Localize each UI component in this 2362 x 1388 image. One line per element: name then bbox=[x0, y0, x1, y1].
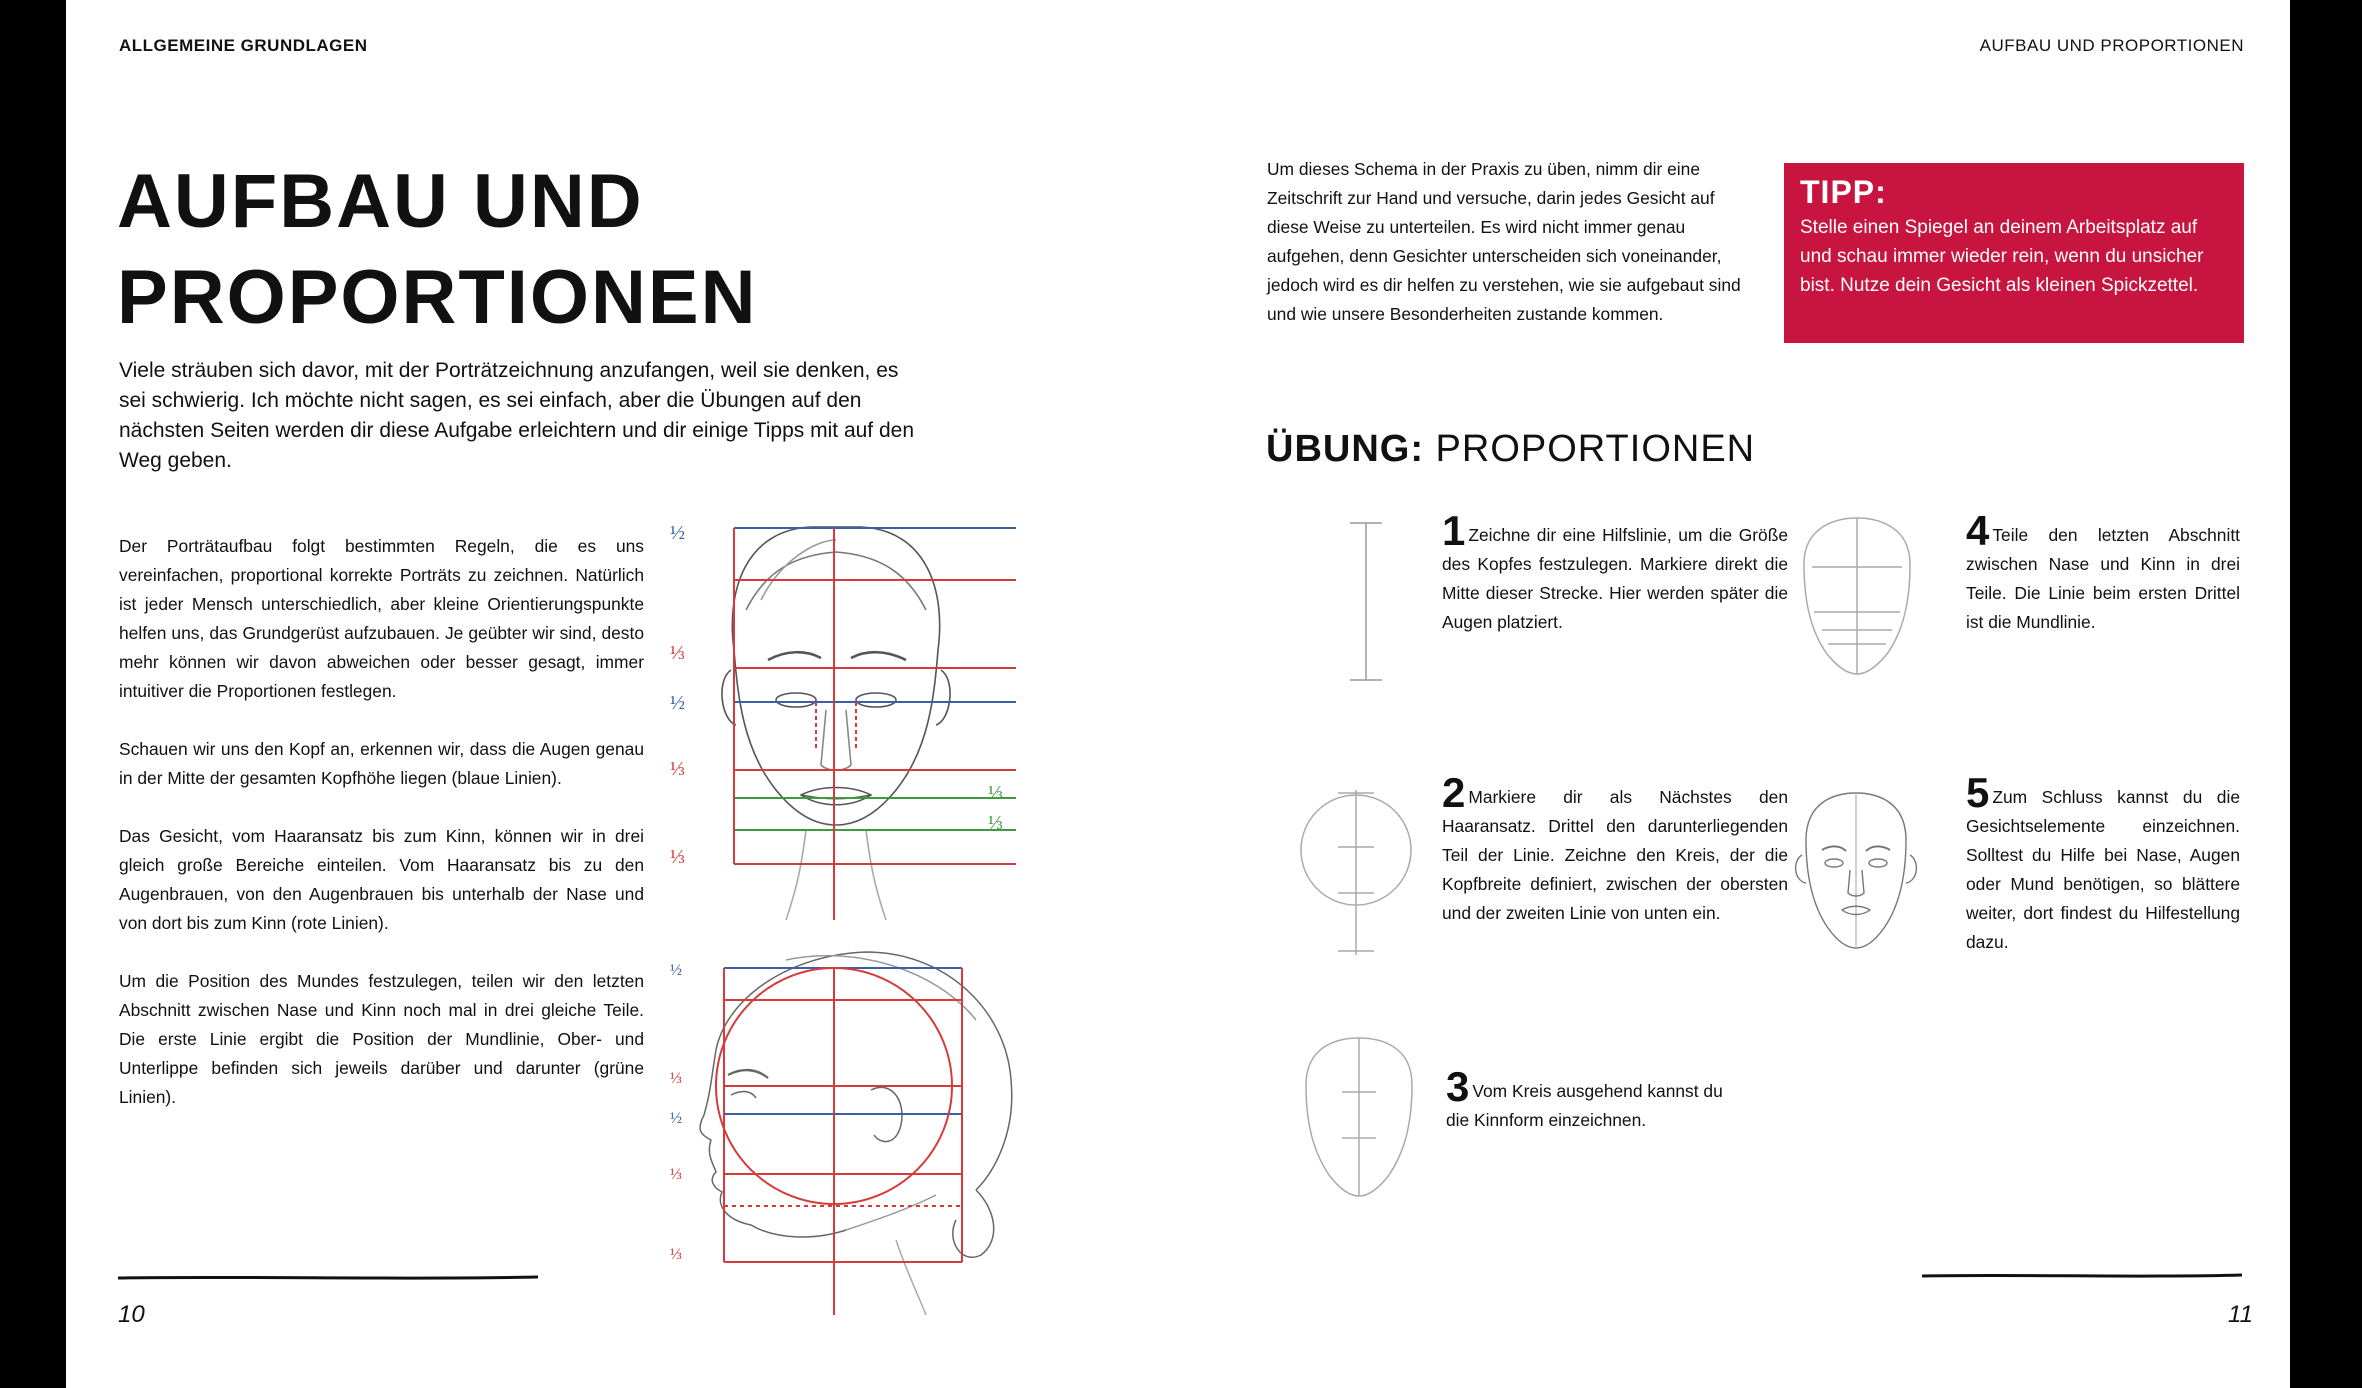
body-paragraph: Das Gesicht, vom Haaransatz bis zum Kinn, können wir in drei gleich große Bereiche einteilen. Vom Haaransatz bis zu den Augenbrauen, von den Augenbrauen bis unterhalb der Nase und von dort bis zum Kinn (rote Linien). bbox=[119, 826, 644, 933]
third-label: ⅓ bbox=[670, 846, 685, 868]
third-label: ⅓ bbox=[670, 1246, 682, 1263]
tip-text: Stelle einen Spiegel an deinem Arbeitsplatz auf und schau immer wieder rein, wenn du unsicher bist. Nutze dein Gesicht als kleinen Spickzettel. bbox=[1800, 217, 2204, 296]
step-number: 3 bbox=[1446, 1063, 1470, 1110]
exercise-title-rest: PROPORTIONEN bbox=[1423, 428, 1756, 470]
step-3 bbox=[1446, 1063, 1746, 1135]
book-spread bbox=[66, 0, 2290, 1388]
half-label: ½ bbox=[670, 962, 682, 979]
footer-rule-left bbox=[118, 1274, 538, 1282]
half-label: ½ bbox=[670, 692, 685, 714]
step-3-sketch bbox=[1294, 1030, 1424, 1205]
body-text bbox=[119, 532, 644, 1141]
tip-box bbox=[1784, 163, 2244, 343]
third-label: ⅓ bbox=[988, 812, 1003, 834]
step-text: Markiere dir als Nächstes den Haaransatz. Drittel den darunterliegenden Teil der Linie. Zeichne den Kreis, der die Kopfbreite definiert, zwischen der obersten und der zweiten Linie von unten ein. bbox=[1442, 787, 1788, 923]
head-sketch bbox=[722, 527, 950, 920]
step-5-sketch bbox=[1786, 785, 1926, 960]
step-text: Zeichne dir eine Hilfslinie, um die Größe des Kopfes festzulegen. Markiere direkt die Mitte dieser Strecke. Hier werden später die Augen platziert. bbox=[1442, 525, 1788, 632]
profile-proportion-lines bbox=[716, 968, 962, 1315]
intro-paragraph: Viele sträuben sich davor, mit der Porträtzeichnung anzufangen, weil sie denken, es sei schwierig. Ich möchte nicht sagen, es sei einfach, aber die Übungen auf den nächsten Seiten werden dir diese Aufgabe erleichtern und dir einige Tipps mit auf den Weg geben. bbox=[119, 359, 915, 472]
footer-rule-right bbox=[1922, 1272, 2242, 1280]
body-paragraph: Um die Position des Mundes festzulegen, teilen wir den letzten Abschnitt zwischen Nase und Kinn noch mal in drei gleiche Teile. Die erste Linie ergibt die Position der Mundlinie, Ober- und Unterlippe befinden sich jeweils darüber und darunter (grüne Linien). bbox=[119, 971, 644, 1107]
step-text: Teile den letzten Abschnitt zwischen Nase und Kinn in drei Teile. Die Linie beim ersten Drittel ist die Mundlinie. bbox=[1966, 525, 2240, 632]
running-header-right: AUFBAU UND PROPORTIONEN bbox=[1979, 36, 2244, 55]
step-text: Zum Schluss kannst du die Gesichtselemente einzeichnen. Solltest du Hilfe bei Nase, Augen oder Mund benötigen, so blättere weiter, dort findest du Hilfestellung dazu. bbox=[1966, 787, 2240, 952]
title-line-1: AUFBAU UND bbox=[117, 159, 644, 244]
third-label: ⅓ bbox=[670, 642, 685, 664]
step-4 bbox=[1966, 507, 2240, 637]
step-2 bbox=[1442, 769, 1788, 928]
body-paragraph: Schauen wir uns den Kopf an, erkennen wir, dass die Augen genau in der Mitte der gesamten Kopfhöhe liegen (blaue Linien). bbox=[119, 739, 644, 788]
page-title bbox=[117, 154, 837, 346]
practice-paragraph: Um dieses Schema in der Praxis zu üben, nimm dir eine Zeitschrift zur Hand und versuche, darin jedes Gesicht auf diese Weise zu unterteilen. Es wird nicht immer genau aufgehen, denn Gesichter unterscheiden sich voneinander, jedoch wird es dir helfen zu verstehen, wie sie aufgebaut sind und wie unsere Besonderheiten zustande kommen. bbox=[1267, 159, 1741, 324]
third-label: ⅓ bbox=[670, 1070, 682, 1087]
body-paragraph: Der Porträtaufbau folgt bestimmten Regeln, die es uns vereinfachen, proportional korrekte Porträts zu zeichnen. Natürlich ist jeder Mensch unterschiedlich, aber kleine Orientierungspunkte helfen uns, das Grundgerüst aufzubauen. Je geübter wir sind, desto mehr können wir davon abweichen oder besser gesagt, immer intuitiver die Proportionen festlegen. bbox=[119, 536, 644, 701]
third-label: ⅓ bbox=[670, 1166, 682, 1183]
step-text: Vom Kreis ausgehend kannst du die Kinnform einzeichnen. bbox=[1446, 1081, 1723, 1130]
exercise-title bbox=[1266, 428, 1755, 471]
running-header-left: ALLGEMEINE GRUNDLAGEN bbox=[119, 36, 368, 55]
front-face-proportion-illustration bbox=[656, 500, 1016, 940]
step-number: 1 bbox=[1442, 507, 1466, 554]
step-2-sketch bbox=[1286, 785, 1426, 965]
half-label: ½ bbox=[670, 1110, 682, 1127]
step-5 bbox=[1966, 769, 2240, 957]
proportion-lines bbox=[734, 528, 1016, 920]
step-number: 2 bbox=[1442, 769, 1466, 816]
third-label: ⅓ bbox=[670, 758, 685, 780]
step-number: 5 bbox=[1966, 769, 1990, 816]
page-number-right: 11 bbox=[2228, 1301, 2253, 1328]
title-line-2: PROPORTIONEN bbox=[117, 255, 758, 340]
page-number-left: 10 bbox=[118, 1301, 145, 1328]
half-label: ½ bbox=[670, 522, 685, 544]
exercise-title-bold: ÜBUNG: bbox=[1266, 428, 1424, 470]
step-4-sketch bbox=[1792, 512, 1922, 682]
step-1 bbox=[1442, 507, 1788, 637]
third-label: ⅓ bbox=[988, 782, 1003, 804]
tip-title: TIPP: bbox=[1800, 174, 1887, 210]
profile-face-proportion-illustration bbox=[656, 940, 1026, 1320]
step-1-sketch bbox=[1316, 515, 1416, 685]
step-number: 4 bbox=[1966, 507, 1990, 554]
